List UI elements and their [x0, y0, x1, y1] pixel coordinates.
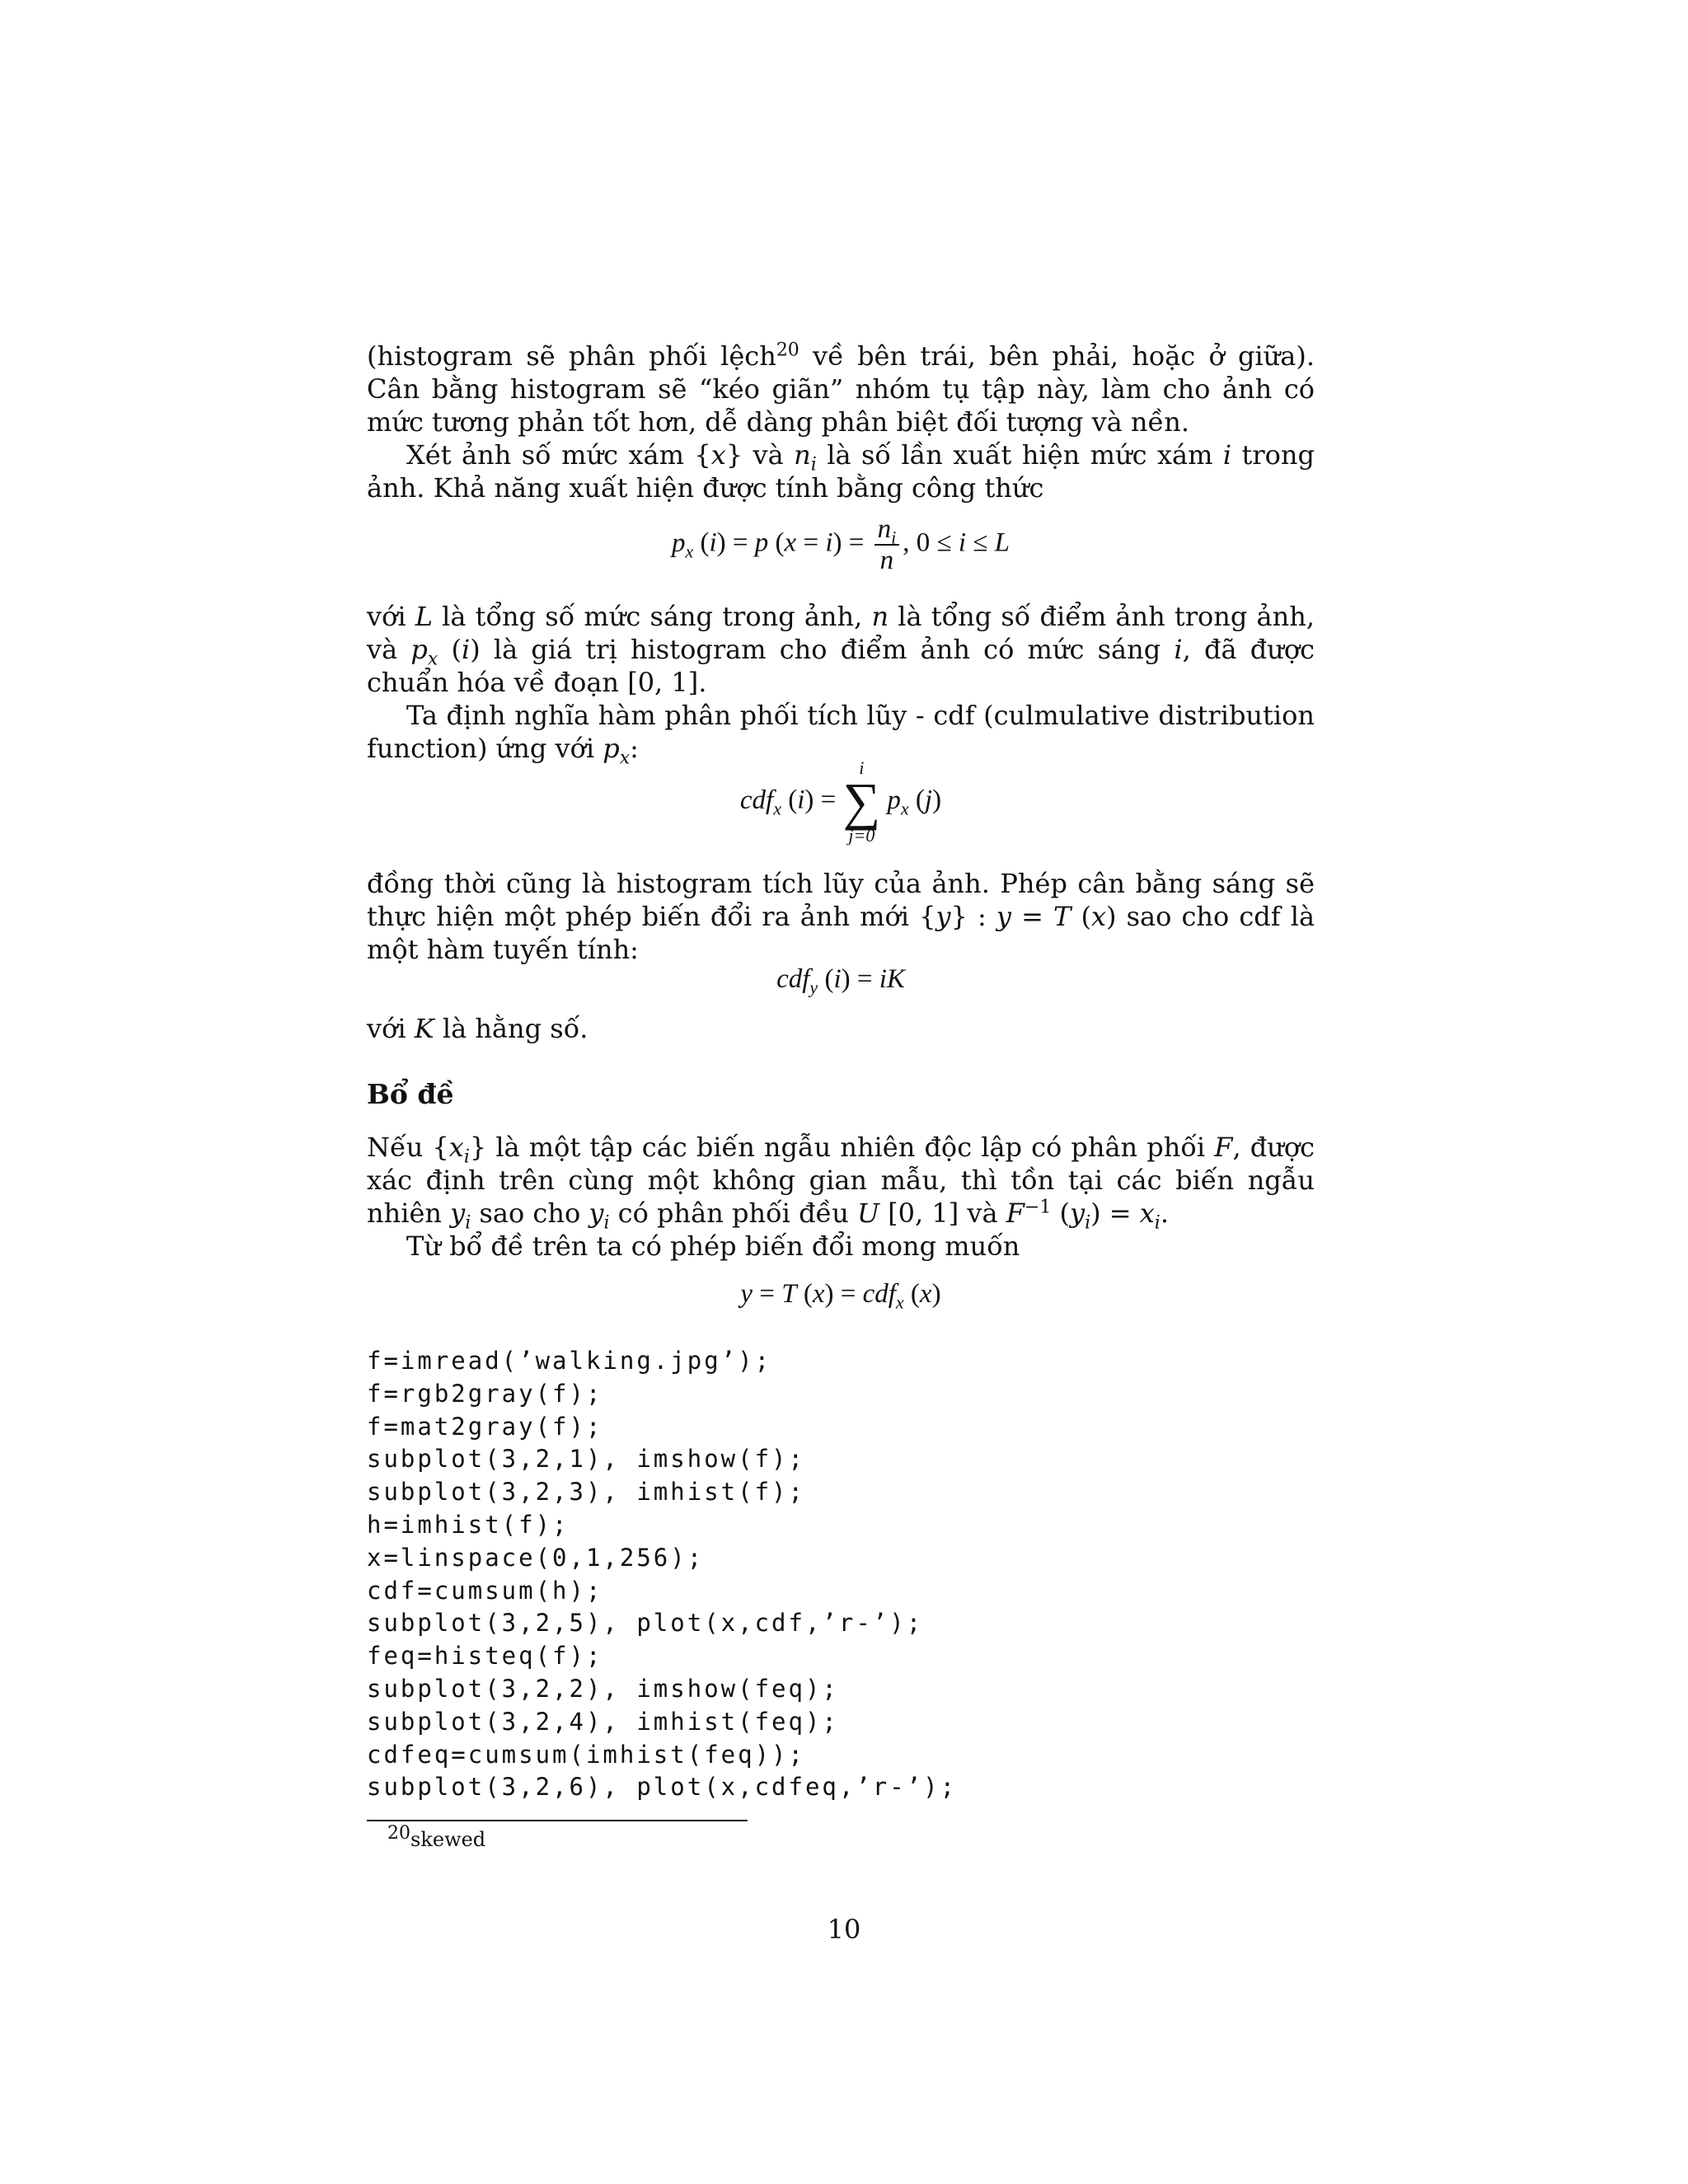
code-line: f=rgb2gray(f);	[367, 1379, 603, 1408]
equation-cdf: cdf$_x$ (i) = i ∑ j=0 $p_x$ (j)	[739, 757, 942, 846]
paragraph-lemma: Nếu $\{x_i\}$ là một tập các biến ngẫu nhiên độc lập có phân phối F, được xác định trên cùng một không gian mẫu, thì tồn tại các biến ngẫu nhiên $y_i$ sao cho $y_i$ có phân phối đều U [0, 1] và $F^{-1}$ $(y_i) = x_i$.	[367, 1132, 1315, 1234]
code-line: h=imhist(f);	[367, 1510, 570, 1539]
equation-linear-cdf: cdf$_y$ (i) = iK	[776, 964, 905, 998]
code-line: subplot(3,2,6), plot(x,cdfeq,’r-’);	[367, 1773, 958, 1802]
code-line: cdfeq=cumsum(imhist(feq));	[367, 1740, 805, 1769]
paragraph-equalization: đồng thời cũng là histogram tích lũy của ảnh. Phép cân bằng sáng sẽ thực hiện một phép biến đổi ra ảnh mới {y} : y = T (x) sao cho cdf là một hàm tuyến tính:	[367, 868, 1315, 965]
footnote: $^{20}$skewed	[387, 1823, 486, 1851]
code-listing	[367, 1345, 957, 1804]
code-line: subplot(3,2,5), plot(x,cdf,’r-’);	[367, 1609, 924, 1638]
paragraph-transform-intro: Từ bổ đề trên ta có phép biến đổi mong muốn	[406, 1230, 1020, 1262]
equation-probability: $p_x$ (i) = p (x = i) = $\frac{n_i}{n}$ , 0 ≤ i ≤ L	[671, 514, 1010, 575]
code-line: x=linspace(0,1,256);	[367, 1543, 705, 1572]
code-line: subplot(3,2,2), imshow(feq);	[367, 1674, 839, 1703]
footnote-rule	[367, 1820, 748, 1821]
paragraph-constant: với K là hằng số.	[367, 1013, 588, 1044]
code-line: subplot(3,2,1), imshow(f);	[367, 1445, 805, 1474]
code-line: f=imread(’walking.jpg’);	[367, 1347, 772, 1375]
section-heading: Bổ đề	[367, 1078, 454, 1110]
code-line: f=mat2gray(f);	[367, 1412, 603, 1441]
code-line: subplot(3,2,3), imhist(f);	[367, 1478, 805, 1507]
code-line: cdf=cumsum(h);	[367, 1576, 603, 1605]
paragraph-gray-image: Xét ảnh số mức xám {x} và $n_i$ là số lần xuất hiện mức xám i trong ảnh. Khả năng xuất hiện được tính bằng công thức	[367, 439, 1315, 504]
equation-transform: y = T (x) = cdf$_x$ (x)	[740, 1279, 941, 1313]
paragraph-definitions: với L là tổng số mức sáng trong ảnh, n là tổng số điểm ảnh trong ảnh, và $p_x$ (i) là giá trị histogram cho điểm ảnh có mức sáng i, đã được chuẩn hóa về đoạn [0, 1].	[367, 601, 1315, 698]
code-line: feq=histeq(f);	[367, 1642, 603, 1671]
footnote-ref: 20	[776, 340, 799, 361]
code-line: subplot(3,2,4), imhist(feq);	[367, 1707, 839, 1736]
page-number: 10	[827, 1914, 861, 1945]
paragraph-cdf-definition: Ta định nghĩa hàm phân phối tích lũy - cdf (culmulative distribution function) ứng với $p_x$:	[367, 700, 1315, 769]
paragraph-histogram-skew: (histogram sẽ phân phối lệch$^{20}$ về bên trái, bên phải, hoặc ở giữa). Cân bằng histogram sẽ “kéo giãn” nhóm tụ tập này, làm cho ảnh có mức tương phản tốt hơn, dễ dàng phân biệt đối tượng và nền.	[367, 340, 1315, 438]
